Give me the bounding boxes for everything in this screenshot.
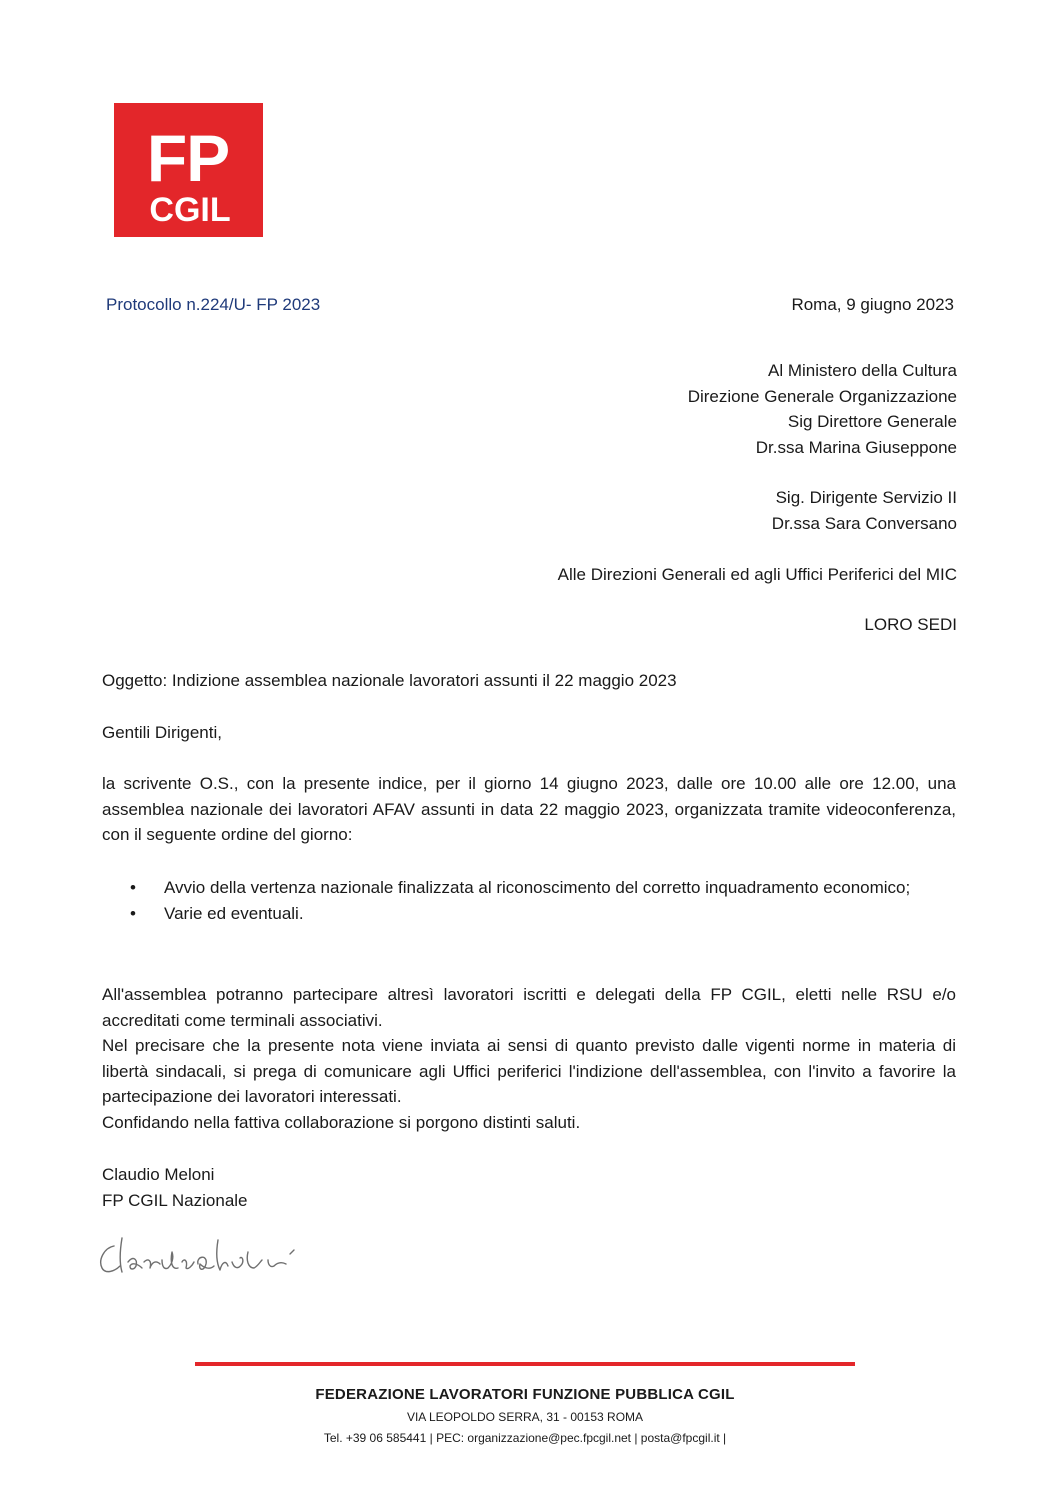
- list-item-text: Varie ed eventuali.: [164, 903, 304, 923]
- recipient-line: Dr.ssa Marina Giuseppone: [755, 437, 957, 457]
- recipient-line: Al Ministero della Cultura: [768, 361, 957, 380]
- bullet-icon: •: [130, 878, 136, 897]
- recipient-line: Sig Direttore Generale: [787, 412, 957, 432]
- protocol-number: Protocollo n.224/U- FP 2023: [106, 295, 321, 314]
- list-item: [130, 901, 956, 927]
- footer-divider: [195, 1362, 855, 1366]
- spacer: [558, 537, 957, 562]
- footer-organization: FEDERAZIONE LAVORATORI FUNZIONE PUBBLICA CGIL: [315, 1386, 735, 1403]
- signer-name: Claudio Meloni: [102, 1165, 215, 1184]
- logo-mark: [114, 103, 263, 237]
- agenda-list: [130, 875, 956, 926]
- recipient-line: Dr.ssa Sara Conversano: [771, 513, 957, 533]
- recipient-line: Alle Direzioni Generali ed agli Uffici Periferici del MIC: [557, 564, 957, 584]
- letter-date: Roma, 9 giugno 2023: [791, 295, 954, 314]
- letter-paragraph: Confidando nella fattiva collaborazione si porgono distinti saluti.: [102, 1112, 581, 1132]
- letter-subject: Oggetto: Indizione assemblea nazionale lavoratori assunti il 22 maggio 2023: [102, 671, 677, 690]
- recipient-line: Direzione Generale Organizzazione: [687, 386, 957, 406]
- signature-drawing: [92, 1232, 312, 1282]
- handwritten-signature: [92, 1232, 312, 1282]
- fp-cgil-logo: [114, 103, 263, 237]
- letter-paragraph: la scrivente O.S., con la presente indice, per il giorno 14 giugno 2023, dalle ore 10.00 alle ore 12.00, una assemblea nazionale dei lavoratori AFAV assunti in data 22 maggio 2023, organizzata tramite videoconferenza, con il seguente ordine del giorno:: [102, 774, 956, 845]
- letter-greeting: Gentili Dirigenti,: [102, 723, 222, 742]
- signer-org: FP CGIL Nazionale: [102, 1191, 248, 1210]
- recipient-line: Sig. Dirigente Servizio II: [775, 488, 957, 508]
- list-item-text: Avvio della vertenza nazionale finalizzata al riconoscimento del corretto inquadramento economico;: [164, 878, 911, 897]
- logo-text-cgil: CGIL: [149, 191, 231, 229]
- letter-paragraph: Nel precisare che la presente nota viene inviata ai sensi di quanto previsto dalle vigenti norme in materia di libertà sindacali, si prega di comunicare agli Uffici periferici l'indizione dell'assemblea, con l'invito a favorire la partecipazione dei lavoratori interessati.: [102, 1036, 956, 1107]
- letter-paragraph: All'assemblea potranno partecipare altresì lavoratori iscritti e delegati della FP CGIL, eletti nelle RSU e/o accreditati come terminali associativi.: [102, 985, 956, 1030]
- footer-contact: Tel. +39 06 585441 | PEC: organizzazione@pec.fpcgil.net | posta@fpcgil.it |: [323, 1431, 727, 1445]
- logo-text-fp: FP: [146, 121, 230, 195]
- letter-closing-block: [102, 982, 956, 1136]
- recipient-line: LORO SEDI: [864, 615, 957, 635]
- spacer: [558, 587, 957, 612]
- footer-address: VIA LEOPOLDO SERRA, 31 - 00153 ROMA: [406, 1410, 644, 1424]
- bullet-icon: •: [130, 903, 136, 923]
- signoff-block: [102, 1162, 248, 1214]
- recipients-block: [558, 358, 957, 638]
- spacer: [558, 460, 957, 485]
- list-item: [130, 875, 956, 901]
